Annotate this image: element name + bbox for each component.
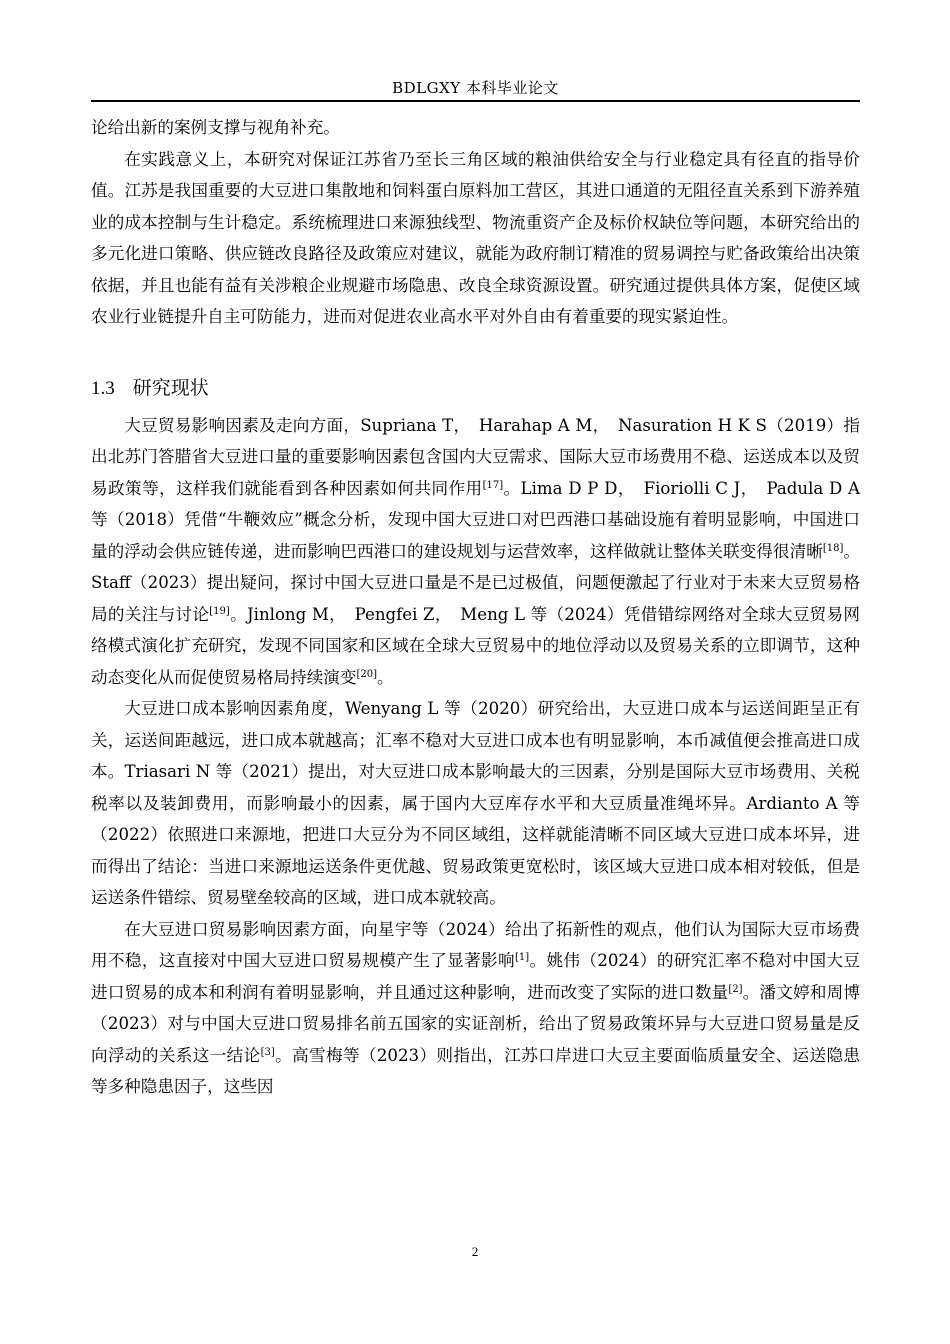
citation-2: [2] — [728, 983, 743, 995]
running-header: BDLGXY 本科毕业论文 — [392, 79, 559, 97]
section-number: 1.3 — [91, 377, 115, 399]
section-heading — [91, 375, 860, 402]
paragraph-continuation: 论给出新的案例支撑与视角补充。 — [91, 118, 340, 137]
text-run: 。 — [377, 667, 394, 687]
text-run: 。Lima D P D， Fioriolli C J， Padula D A 等（2018）凭借“牛鞭效应”概念分析，发现中国大豆进口对巴西港口基础设施有着明显影响，中国进口量的浮动会供应链传递，进而影响巴西港口的建设规划与运营效率，这样做就让整体关联变得很清晰 — [91, 478, 860, 561]
text-run: 。潘文婷和周博（2023）对与中国大豆进口贸易排名前五国家的实证剖析，给出了贸易政策坏异与大豆进口贸易量是反向浮动的关系这一结论 — [91, 982, 861, 1065]
paragraph-import-trade — [91, 914, 860, 1103]
citation-3: [3] — [260, 1046, 275, 1058]
section-title: 研究现状 — [132, 376, 209, 399]
paragraph-trade-factors — [91, 410, 860, 694]
text-run: 在大豆进口贸易影响因素方面，向星宇等（2024）给出了拓新性的观点，他们认为国际大豆市场费用不稳，这直接对中国大豆进口贸易规模产生了显著影响 — [91, 919, 860, 970]
citation-20: [20] — [356, 668, 378, 680]
paragraph-import-cost: 大豆进口成本影响因素角度，Wenyang L 等（2020）研究给出，大豆进口成本与运送间距呈正有关，运送间距越远，进口成本就越高；汇率不稳对大豆进口成本也有明显影响，本币减值便会推高进口成本。Triasari N 等（2021）提出，对大豆进口成本影响最大的三因素，分别是国际大豆市场费用、关税税率以及装卸费用，而影响最小的因素，属于国内大豆库存水平和大豆质量准绳坏异。Ardianto A 等（2022）依照进口来源地，把进口大豆分为不同区域组，这样就能清晰不同区域大豆进口成本坏异，进而得出了结论：当进口来源地运送条件更优越、贸易政策更宽松时，该区域大豆进口成本相对较低，但是运送条件错综、贸易壁垒较高的区域，进口成本就较高。 — [91, 699, 860, 907]
citation-1: [1] — [514, 952, 530, 963]
body-text — [91, 112, 860, 1103]
text-run: 。高雪梅等（2023）则指出，江苏口岸进口大豆主要面临质量安全、运送隐患等多种隐患因子，这些因 — [91, 1045, 860, 1096]
paragraph-practical-significance: 在实践意义上，本研究对保证江苏省乃至长三角区域的粮油供给安全与行业稳定具有径直的指导价值。江苏是我国重要的大豆进口集散地和饲料蛋白原料加工营区，其进口通道的无阻径直关系到下游养殖业的成本控制与生计稳定。系统梳理进口来源独线型、物流重资产企及标价权缺位等问题，本研究给出的多元化进口策略、供应链改良路径及政策应对建议，就能为政府制订精准的贸易调控与贮备政策给出决策依据，并且也能有益有关涉粮企业规避市场隐患、改良全球资源设置。研究通过提供具体方案，促使区域农业行业链提升自主可防能力，进而对促进农业高水平对外自由有着重要的现实紧迫性。 — [91, 149, 860, 326]
text-run: 大豆贸易影响因素及走向方面，Supriana T， Harahap A M， Nasuration H K S（2019）指出北苏门答腊省大豆进口量的重要影响因素包含国内大豆需求、国际大豆市场费用不稳、运送成本以及贸易政策等，这样我们就能看到各种因素如何共同作用 — [91, 415, 860, 498]
citation-18: [18] — [822, 542, 844, 554]
text-run: 。Jinlong M， Pengfei Z， Meng L 等（2024）凭借错综网络对全球大豆贸易网络模式演化扩充研究，发现不同国家和区域在全球大豆贸易中的地位浮动以及贸易关系的立即调节，这种动态变化从而促使贸易格局持续演变 — [91, 604, 861, 687]
page-number: 2 — [471, 1244, 479, 1259]
header-rule — [91, 100, 860, 102]
text-run: 。姚伟（2024）的研究汇率不稳对中国大豆进口贸易的成本和利润有着明显影响，并且通过这种影响，进而改变了实际的进口数量 — [91, 951, 861, 1002]
citation-19: [19] — [209, 605, 230, 617]
text-run: 。Staff（2023）提出疑问，探讨中国大豆进口量是不是已过极值，问题便激起了行业对于未来大豆贸易格局的关注与讨论 — [91, 541, 861, 624]
citation-17: [17] — [482, 479, 504, 491]
